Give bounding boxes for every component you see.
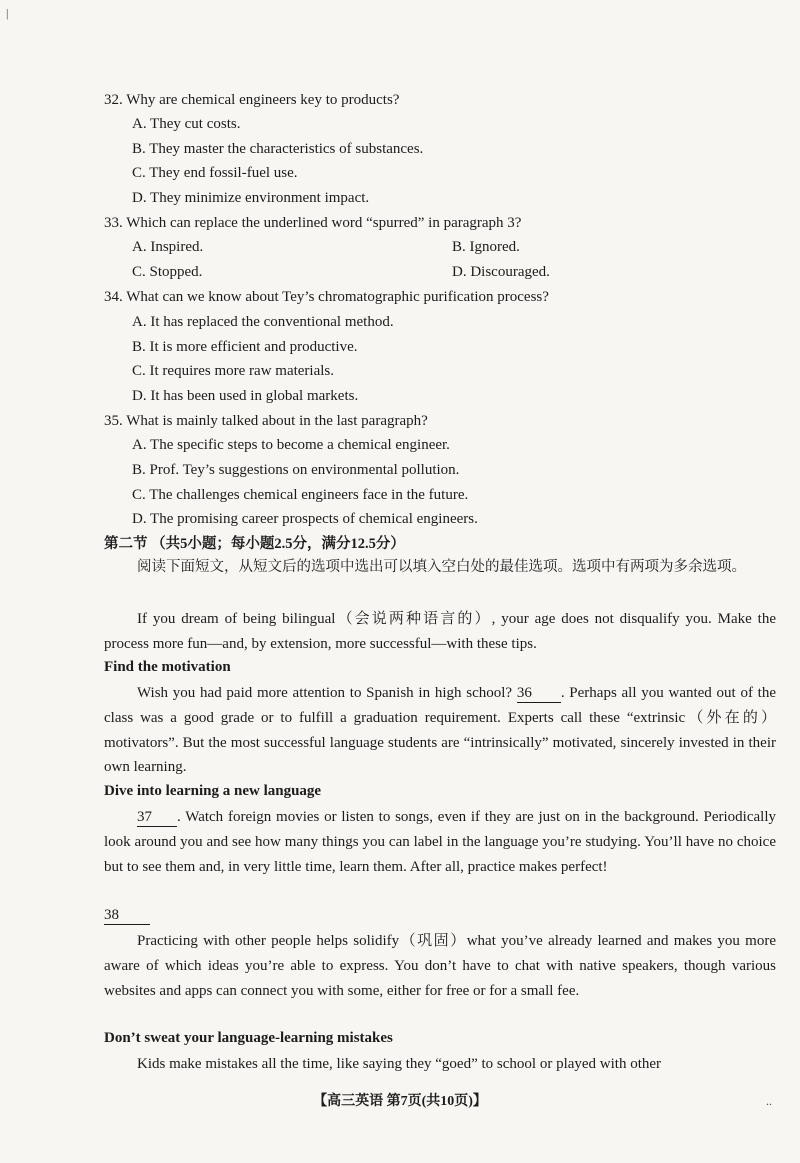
section-heading: 第二节 （共5小题；每小题2.5分，满分12.5分） xyxy=(104,536,405,552)
question-33-option-c: C. Stopped. xyxy=(132,264,203,280)
question-34-stem: 34. What can we know about Tey’s chromatographic purification process? xyxy=(104,289,549,305)
heading-find-motivation: Find the motivation xyxy=(104,659,231,675)
question-35-option-c: C. The challenges chemical engineers face in the future. xyxy=(132,487,469,503)
question-32-option-c: C. They end fossil-fuel use. xyxy=(132,165,298,181)
paragraph-mistakes: Kids make mistakes all the time, like saying they “goed” to school or played with other xyxy=(137,1056,662,1072)
blank-38: 38 xyxy=(104,907,150,925)
paragraph-motivation-rest: . Perhaps all you wanted out of the class was a good grade or to fulfill a graduation requirement. Experts call these “extrinsic（外在的）motivators”. But the most successful language students are “intrinsically” motivated, sincerely invested in their own learning. xyxy=(104,685,777,776)
corner-mark: | xyxy=(6,6,9,20)
paragraph-dive xyxy=(104,805,776,879)
question-32-stem: 32. Why are chemical engineers key to products? xyxy=(104,92,400,108)
question-32-option-a: A. They cut costs. xyxy=(132,116,241,132)
heading-dont-sweat: Don’t sweat your language-learning mistakes xyxy=(104,1030,393,1046)
heading-dive-into-learning: Dive into learning a new language xyxy=(104,783,322,799)
question-33-option-b: B. Ignored. xyxy=(452,239,520,255)
passage-intro: If you dream of being bilingual（会说两种语言的）, your age does not disqualify you. Make the process more fun—and, by extension, more successful—with these tips. xyxy=(104,611,776,652)
question-34-option-a: A. It has replaced the conventional method. xyxy=(132,314,394,330)
question-34-option-b: B. It is more efficient and productive. xyxy=(132,339,358,355)
blank-37: 37 xyxy=(137,809,177,827)
paragraph-dive-rest: . Watch foreign movies or listen to songs, even if they are just on in the background. Periodically look around you and see how many things you can label in the language you’re studying. You’ll have no choice but to see them and, in very little time, learn them. After all, practice makes perfect! xyxy=(104,809,776,875)
question-35-option-b: B. Prof. Tey’s suggestions on environmental pollution. xyxy=(132,462,460,478)
blank-38-line xyxy=(104,905,150,925)
question-32-option-b: B. They master the characteristics of substances. xyxy=(132,141,424,157)
paragraph-practice: Practicing with other people helps solidify（巩固）what you’ve already learned and makes you more aware of which ideas you’re able to express. You don’t have to chat with native speakers, though various websites and apps can connect you with some, either for free or for a small fee. xyxy=(104,933,776,999)
blank-36: 36 xyxy=(517,685,561,703)
question-33-stem: 33. Which can replace the underlined word “spurred” in paragraph 3? xyxy=(104,215,522,231)
question-34-option-c: C. It requires more raw materials. xyxy=(132,363,335,379)
question-33-option-a: A. Inspired. xyxy=(132,239,204,255)
page-footer: 【高三英语 第7页(共10页)】 xyxy=(313,1094,487,1109)
question-35-stem: 35. What is mainly talked about in the last paragraph? xyxy=(104,413,428,429)
question-32-option-d: D. They minimize environment impact. xyxy=(132,190,370,206)
question-35-option-d: D. The promising career prospects of chemical engineers. xyxy=(132,511,478,527)
paragraph-motivation xyxy=(104,681,776,780)
paragraph-motivation-start: Wish you had paid more attention to Spanish in high school? xyxy=(137,685,513,701)
question-33-option-d: D. Discouraged. xyxy=(452,264,550,280)
question-35-option-a: A. The specific steps to become a chemical engineer. xyxy=(132,437,450,453)
corner-dots: .. xyxy=(766,1094,772,1108)
section-instruction: 阅读下面短文，从短文后的选项中选出可以填入空白处的最佳选项。选项中有两项为多余选项。 xyxy=(137,559,746,575)
question-34-option-d: D. It has been used in global markets. xyxy=(132,388,359,404)
